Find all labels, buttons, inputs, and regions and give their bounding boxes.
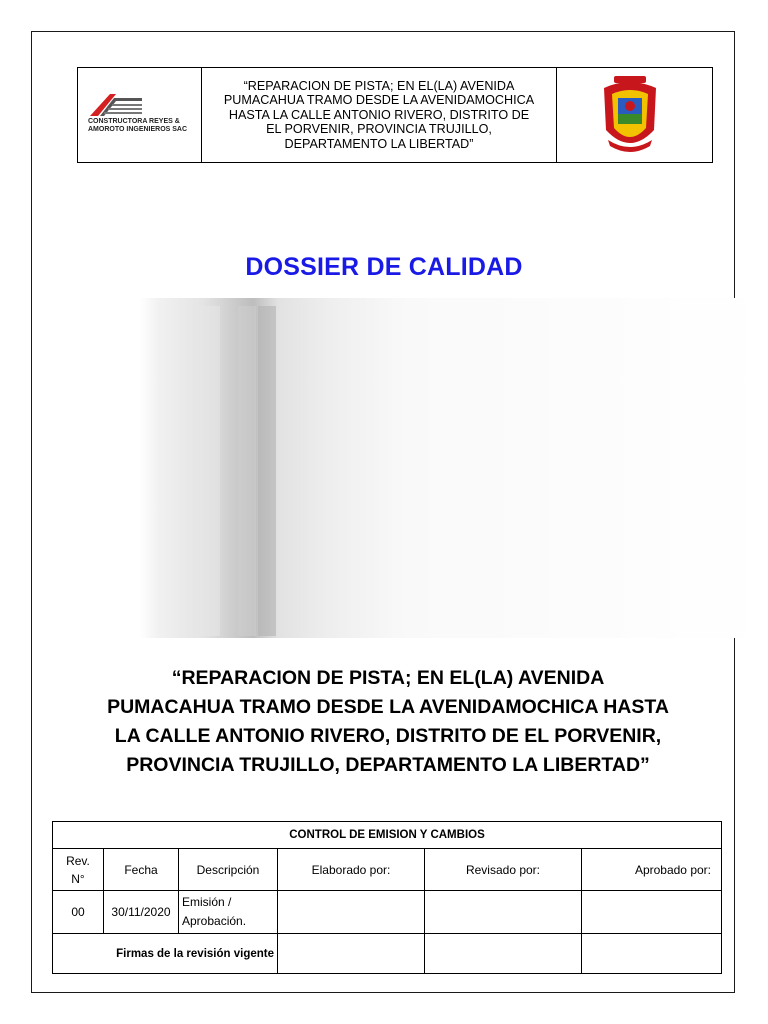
document-header: [77, 67, 713, 163]
header-fecha: Fecha: [104, 849, 179, 891]
signature-revisado: [425, 934, 582, 974]
signature-row: [53, 934, 722, 974]
cell-revisado: [425, 891, 582, 934]
header-project-name: “REPARACION DE PISTA; EN EL(LA) AVENIDA PUMACAHUA TRAMO DESDE LA AVENIDAMOCHICA HASTA LA CALLE ANTONIO RIVERO, DISTRITO DE EL PORVENIR, PROVINCIA TRUJILLO, DEPARTAMENTO LA LIBERTAD”: [202, 68, 557, 162]
seal-cell: [557, 68, 712, 162]
control-table-title: CONTROL DE EMISION Y CAMBIOS: [53, 822, 722, 849]
company-logo-cell: [78, 68, 202, 162]
header-aprobado: Aprobado por:: [582, 849, 722, 891]
table-row: [53, 891, 722, 934]
signature-label: Firmas de la revisión vigente: [53, 934, 278, 974]
company-logo-icon: [86, 90, 146, 118]
cell-elaborado: [278, 891, 425, 934]
company-name: CONSTRUCTORA REYES & AMOROTO INGENIEROS SAC: [88, 118, 188, 133]
header-descripcion: Descripción: [179, 849, 278, 891]
cell-descripcion: Emisión / Aprobación.: [179, 891, 278, 934]
control-table: [52, 821, 722, 974]
project-title: “REPARACION DE PISTA; EN EL(LA) AVENIDA PUMACAHUA TRAMO DESDE LA AVENIDAMOCHICA HASTA LA CALLE ANTONIO RIVERO, DISTRITO DE EL PORVENIR, PROVINCIA TRUJILLO, DEPARTAMENTO LA LIBERTAD”: [107, 667, 669, 776]
cell-aprobado: [582, 891, 722, 934]
municipal-seal-icon: [598, 70, 662, 160]
cell-rev: 00: [53, 891, 104, 934]
cell-fecha: 30/11/2020: [104, 891, 179, 934]
blurred-image: [140, 298, 768, 638]
document-title: DOSSIER DE CALIDAD: [245, 253, 523, 281]
header-rev: Rev. N°: [53, 849, 104, 891]
header-elaborado: Elaborado por:: [278, 849, 425, 891]
signature-aprobado: [582, 934, 722, 974]
signature-elaborado: [278, 934, 425, 974]
header-revisado: Revisado por:: [425, 849, 582, 891]
